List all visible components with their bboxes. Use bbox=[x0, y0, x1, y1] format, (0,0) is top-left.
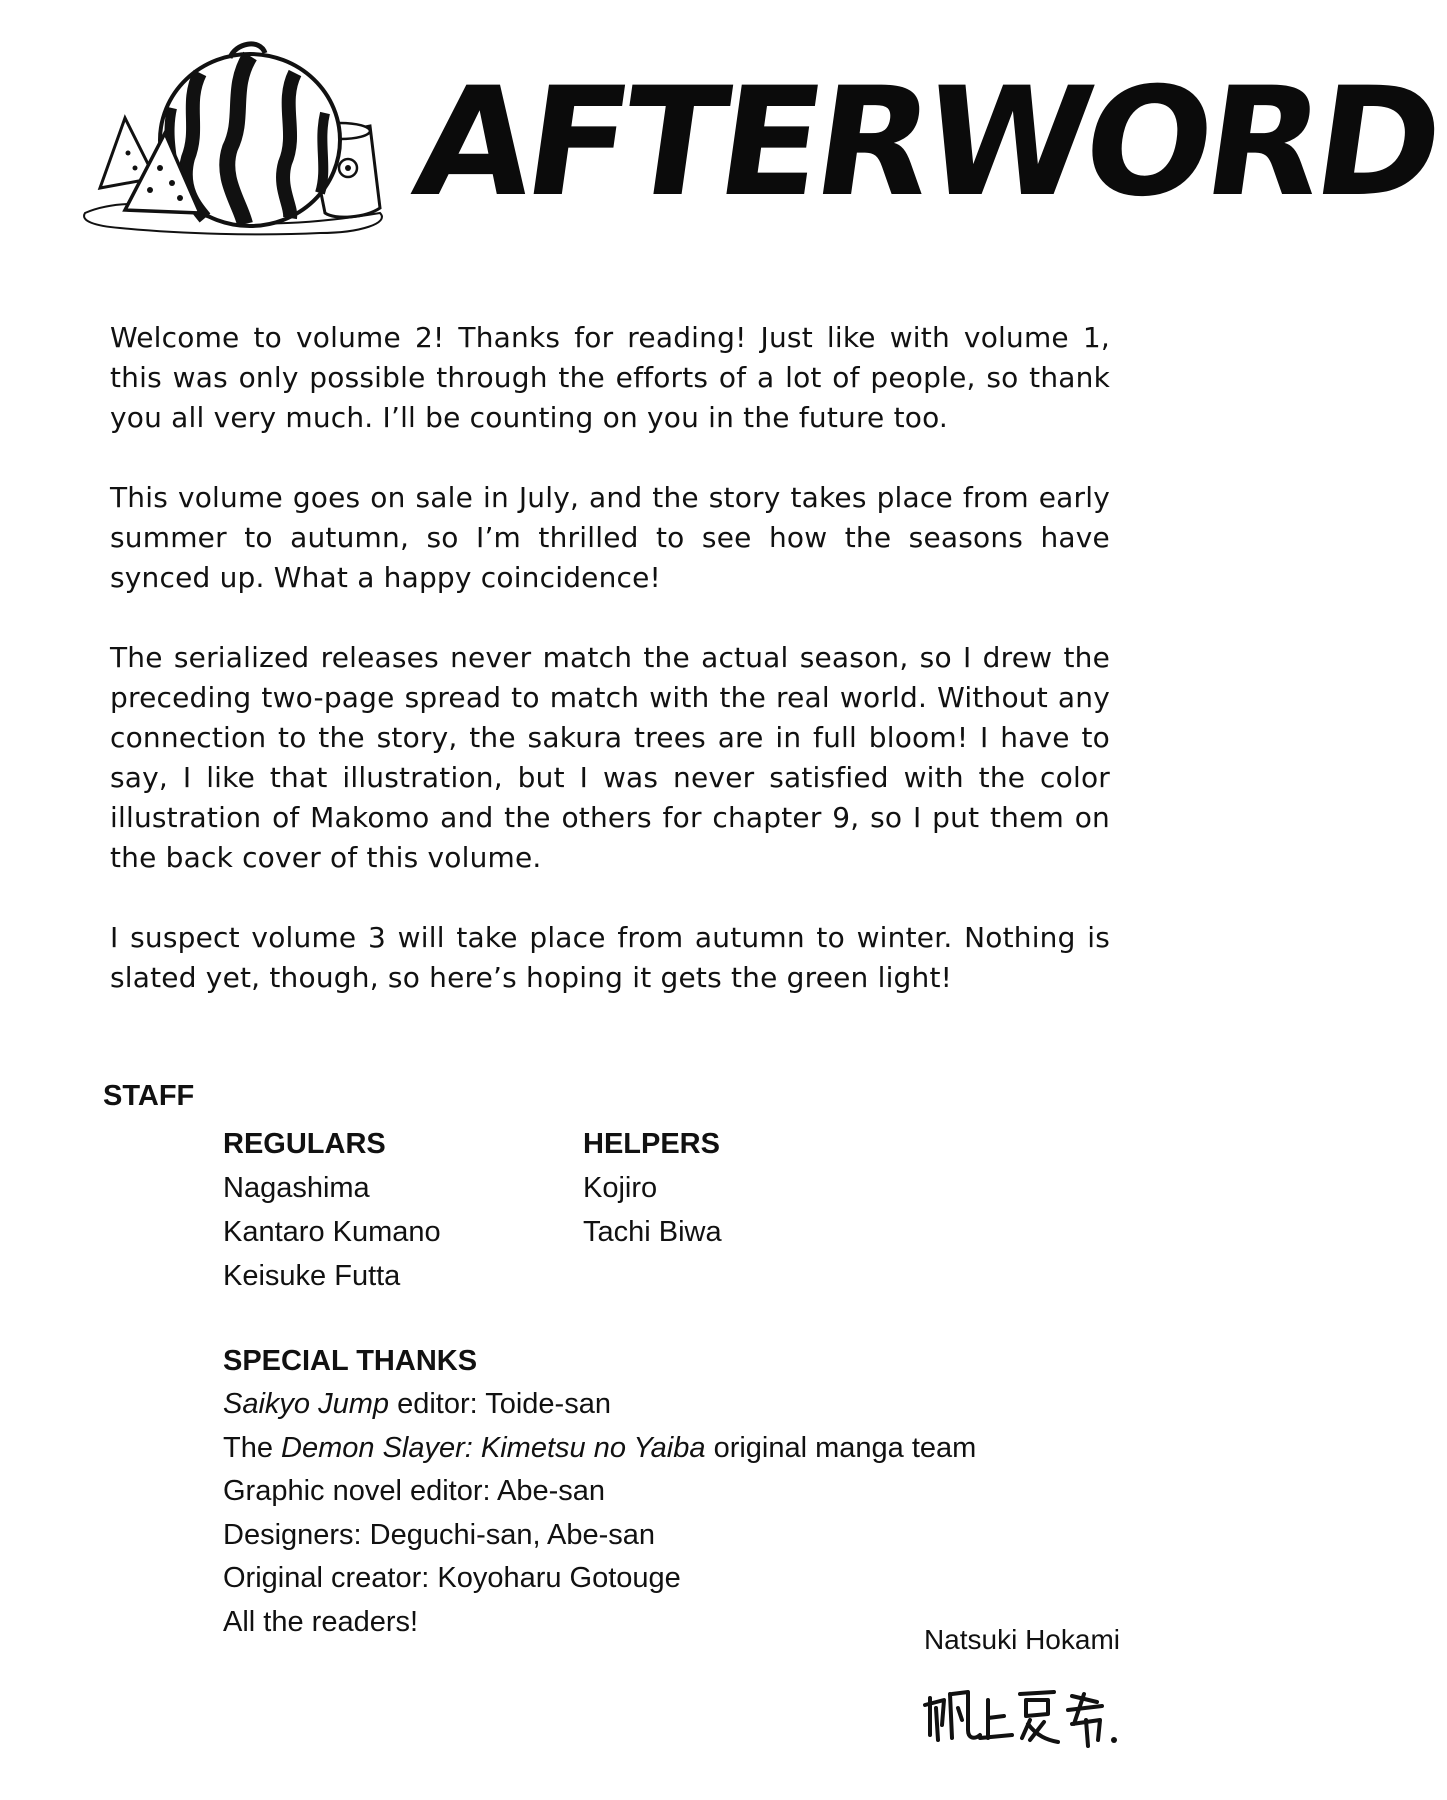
page-title: AFTERWORD bbox=[404, 56, 1447, 230]
helpers-list bbox=[583, 1166, 883, 1254]
list-item: Nagashima bbox=[223, 1172, 370, 1204]
staff-heading: STAFF bbox=[103, 1080, 195, 1112]
paragraph: The serialized releases never match the actual season, so I drew the preceding two-page spread to match with the real world. Without any connection to the story, the sakura trees are in full bloom! I have to say, I like that illustration, but I was never satisfied with the color illustration of Makomo and the others for chapter 9, so I put them on the back cover of this volume. bbox=[110, 641, 1110, 874]
magazine-title: Saikyo Jump bbox=[223, 1388, 390, 1420]
regulars-list bbox=[223, 1166, 553, 1298]
author-signature bbox=[922, 1680, 1122, 1750]
helpers-heading: HELPERS bbox=[583, 1128, 720, 1160]
thanks-line: Original creator: Koyoharu Gotouge bbox=[223, 1562, 681, 1594]
paragraph: I suspect volume 3 will take place from autumn to winter. Nothing is slated yet, though, so here’s hoping it gets the green light! bbox=[110, 921, 1110, 994]
helpers-column bbox=[583, 1122, 883, 1254]
thanks-line: All the readers! bbox=[223, 1605, 419, 1638]
regulars-heading: REGULARS bbox=[223, 1128, 386, 1160]
thanks-line: Designers: Deguchi-san, Abe-san bbox=[223, 1518, 656, 1551]
special-thanks-heading: SPECIAL THANKS bbox=[223, 1345, 478, 1377]
list-item: Keisuke Futta bbox=[223, 1260, 401, 1292]
paragraph: This volume goes on sale in July, and the story takes place from early summer to autumn, so I’m thrilled to see how the seasons have synced up. What a happy coincidence! bbox=[110, 481, 1110, 594]
special-thanks-section bbox=[223, 1339, 1123, 1644]
author-name: Natsuki Hokami bbox=[923, 1624, 1120, 1655]
thanks-line: Saikyo Jump editor: Toide-san bbox=[223, 1388, 611, 1420]
paragraph: Welcome to volume 2! Thanks for reading! Just like with volume 1, this was only possible through the efforts of a lot of people, so thank you all very much. I’ll be counting on you in the future too. bbox=[110, 321, 1110, 434]
list-item: Kantaro Kumano bbox=[223, 1216, 441, 1248]
thanks-line: The Demon Slayer: Kimetsu no Yaiba original manga team bbox=[223, 1431, 977, 1464]
list-item: Tachi Biwa bbox=[583, 1216, 722, 1248]
list-item: Kojiro bbox=[583, 1172, 658, 1204]
watermelon-and-drink-icon bbox=[80, 28, 400, 238]
thanks-line: Graphic novel editor: Abe-san bbox=[223, 1475, 606, 1507]
regulars-column bbox=[223, 1122, 553, 1298]
afterword-text bbox=[110, 318, 1110, 1038]
series-title: Demon Slayer: Kimetsu no Yaiba bbox=[281, 1431, 706, 1464]
